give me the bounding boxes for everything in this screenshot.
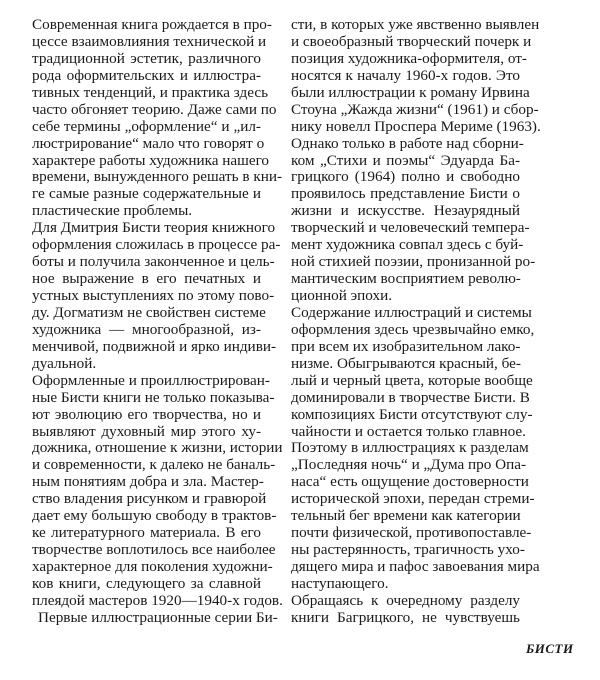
text-line: тельный бег времени как категории (291, 507, 521, 525)
text-line: ное выражение в его печатных и (32, 270, 261, 288)
text-line: ные Бисти книги не только показыва- (32, 388, 275, 406)
text-line: ков книги, следующего за славной (32, 574, 261, 592)
text-line: низме. Обыгрываются красный, бе- (291, 354, 521, 372)
text-line: лый и черный цвета, которые вообще (291, 371, 533, 389)
text-line: менчивой, подвижной и ярко индиви- (32, 337, 277, 355)
text-line: цессе взаимовлияния технической и (32, 32, 267, 50)
text-line: творческий и человеческий темпера- (291, 219, 530, 237)
text-line: чайности и остается только главное. (291, 422, 526, 440)
text-line: боты и получила законченное и цель- (32, 253, 275, 271)
text-line: ют эволюцию его творчества, но и (32, 405, 261, 423)
text-line: наса“ есть ощущение достоверности (291, 473, 529, 491)
text-line: позиция художника-оформителя, от- (291, 49, 527, 67)
text-line: плеядой мастеров 1920—1940-х годов. (32, 591, 283, 609)
text-line: мантическим восприятием револю- (291, 270, 521, 288)
text-line: оформления здесь чрезвычайно емко, (291, 320, 535, 338)
text-line: устных выступлениях по этому пово- (32, 287, 275, 304)
left-text-column (32, 16, 283, 627)
text-line: Стоуна „Жажда жизни“ (1961) и сбор- (291, 100, 539, 118)
text-line: Однако только в работе над сборни- (291, 134, 524, 152)
text-line: оформления сложилась в процессе ра- (32, 236, 281, 254)
right-text-column (291, 16, 541, 627)
text-line: и своеобразный творческий почерк и (291, 32, 532, 50)
text-line: ционной эпохи. (291, 287, 393, 304)
text-line: творчестве воплотилось все наиболее (32, 541, 276, 559)
text-line: ной стихией поэзии, пронизанной ро- (291, 253, 536, 271)
text-line: люстрирование“ мало что говорят о (32, 134, 265, 152)
text-line: ны растерянность, трагичность ухо- (291, 541, 525, 559)
text-line: себе термины „оформление“ и „ил- (32, 117, 261, 135)
text-line: художника — многообразной, из- (32, 320, 261, 338)
text-line: дожника, отношение к жизни, истории (32, 439, 283, 457)
text-line: „Последняя ночь“ и „Дума про Опа- (291, 456, 527, 474)
text-line: Оформленные и проиллюстрирован- (32, 371, 270, 389)
text-line: композициях Бисти отсутствуют слу- (291, 405, 533, 423)
text-line: носятся к началу 1960-х годов. Это (291, 66, 520, 84)
text-line: Для Дмитрия Бисти теория книжного (32, 219, 276, 237)
text-line: при всем их изобразительном лако- (291, 337, 521, 355)
text-line: дает ему большую свободу в трактов- (32, 507, 277, 525)
text-line: и современности, к далеко не баналь- (32, 456, 276, 474)
text-line: характере работы художника нашего (32, 151, 270, 169)
text-line: доминировали в творчестве Бисти. В (291, 388, 530, 406)
text-line: выявляют духовный мир этого ху- (32, 422, 261, 440)
text-line: мент художника совпал здесь с буй- (291, 236, 524, 254)
text-line: почти физической, противопоставле- (291, 524, 532, 542)
text-line: дящего мира и пафос завоевания мира (291, 558, 540, 575)
text-line: ство владения рисунком и гравюрой (32, 490, 267, 508)
text-line: ным понятиям добра и зла. Мастер- (32, 473, 264, 491)
running-footer: БИСТИ (526, 641, 574, 656)
text-line: книги Багрицкого, не чувствуешь (291, 608, 520, 626)
text-line: жизни и искусстве. Незаурядный (291, 202, 520, 220)
text-line: рода оформительских и иллюстра- (32, 66, 261, 84)
text-line: исторической эпохи, передан стреми- (291, 490, 535, 508)
text-line: Обращаясь к очередному разделу (291, 591, 520, 609)
text-line: сти, в которых уже явственно выявлен (291, 16, 540, 33)
text-line: ге самые разные содержательные и (32, 185, 261, 203)
text-line: Первые иллюстрационные серии Би- (38, 608, 278, 626)
text-line: Поэтому в иллюстрациях к разделам (291, 439, 529, 457)
text-line: наступающего. (291, 574, 389, 592)
text-line: были иллюстрации к роману Ирвина (291, 83, 530, 101)
text-line: традиционной эстетик, различного (32, 49, 261, 67)
text-line: часто обгоняет теорию. Даже сами по (32, 100, 277, 118)
text-line: нику новелл Проспера Мериме (1963). (291, 117, 541, 135)
text-line: грицкого (1964) полно и свободно (291, 168, 520, 186)
text-line: тивных тенденций, и практика здесь (32, 83, 268, 101)
text-line: Содержание иллюстраций и системы (291, 303, 532, 321)
text-line: проявилось представление Бисти о (291, 185, 520, 203)
text-line: пластические проблемы. (32, 202, 193, 220)
text-line: Современная книга рождается в про- (32, 16, 272, 33)
text-line: времени, вынужденного решать в кни- (32, 168, 283, 186)
text-line: ке литературного материала. В его (32, 524, 261, 542)
text-line: ду. Догматизм не свойствен системе (32, 303, 266, 321)
text-line: ком „Стихи и поэмы“ Эдуарда Ба- (291, 151, 520, 169)
text-line: характерное для поколения художни- (32, 558, 273, 575)
text-line: дуальной. (32, 354, 97, 372)
